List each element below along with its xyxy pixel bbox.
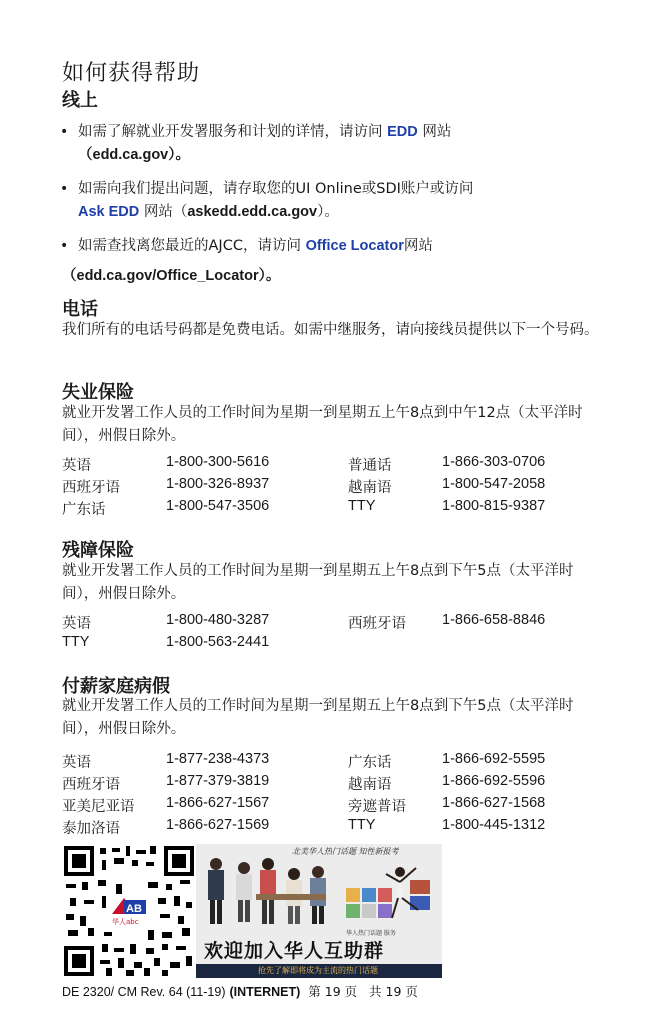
- banner-top-text: 北美华人热门话题 知性新报考: [292, 847, 399, 856]
- svg-text:华人abc: 华人abc: [112, 918, 139, 926]
- pfl-phone-table: [62, 751, 607, 839]
- di-hours: 就业开发署工作人员的工作时间为星期一到星期五上午8点到下午5点（太平洋时间），州假日除外。: [62, 563, 574, 602]
- ui-hours: 就业开发署工作人员的工作时间为星期一到星期五上午8点到中午12点（太平洋时间），州假日除外。: [62, 405, 583, 444]
- di-heading: 残障保险: [62, 540, 134, 561]
- phone-heading: 电话: [62, 299, 98, 320]
- bullet-dot: •: [60, 181, 69, 197]
- pfl-heading: 付薪家庭病假: [62, 676, 170, 697]
- phone-row: 英语 1-877-238-4373 广东话 1-866-692-5595: [62, 751, 546, 771]
- phone-row: 西班牙语 1-877-379-3819 越南语 1-866-692-5596: [62, 773, 546, 793]
- phone-row: 英语 1-800-300-5616 普通话 1-866-303-0706: [62, 454, 546, 474]
- bullet-ask-edd: • 如需向我们提出问题，请存取您的UI Online或SDI账户或访问 Ask EDD 网站（askedd.edd.ca.gov）。: [62, 178, 607, 224]
- di-phone-table: [62, 612, 607, 656]
- edd-url: （edd.ca.gov）。: [78, 147, 190, 163]
- bullet-edd: • 如需了解就业开发署服务和计划的详情，请访问 EDD 网站 （edd.ca.gov）。: [62, 121, 607, 167]
- phone-description: 我们所有的电话号码都是免费电话。如需中继服务，请向接线员提供以下一个号码。: [62, 322, 599, 338]
- internet-label: (INTERNET): [229, 985, 301, 999]
- phone-row: 亚美尼亚语 1-866-627-1567 旁遮普语 1-866-627-1568: [62, 795, 546, 815]
- banner-sub-text: 华人热门话题 服务: [346, 930, 396, 937]
- phone-row: 广东话 1-800-547-3506 TTY 1-800-815-9387: [62, 498, 546, 518]
- banner-welcome-text: 欢迎加入华人互助群: [204, 940, 385, 962]
- ask-edd-link[interactable]: Ask EDD: [78, 204, 140, 220]
- phone-row: TTY 1-800-563-2441: [62, 634, 270, 650]
- page-title: 如何获得帮助: [62, 61, 201, 86]
- bullet-dot: •: [60, 238, 69, 254]
- svg-text:AB: AB: [126, 903, 142, 915]
- page-total: 共 19 页: [369, 984, 418, 999]
- form-code: DE 2320/ CM Rev. 64 (11-19): [62, 985, 226, 999]
- phone-row: 英语 1-800-480-3287 西班牙语 1-866-658-8846: [62, 612, 546, 632]
- phone-row: 泰加洛语 1-866-627-1569 TTY 1-800-445-1312: [62, 817, 546, 837]
- online-heading: 线上: [62, 90, 98, 111]
- ui-phone-table: [62, 454, 607, 520]
- ui-heading: 失业保险: [62, 382, 134, 403]
- qr-code[interactable]: [62, 844, 196, 978]
- office-locator-link[interactable]: Office Locator: [305, 238, 404, 254]
- edd-link[interactable]: EDD: [387, 124, 418, 140]
- qr-code-graphic: [62, 844, 196, 978]
- phone-row: 西班牙语 1-800-326-8937 越南语 1-800-547-2058: [62, 476, 546, 496]
- page-footer: [62, 982, 418, 1000]
- pfl-hours: 就业开发署工作人员的工作时间为星期一到星期五上午8点到下午5点（太平洋时间），州假日除外。: [62, 698, 574, 737]
- ask-edd-url: askedd.edd.ca.gov: [187, 204, 318, 220]
- page-number: 第 19 页: [308, 984, 358, 999]
- wechat-group-banner[interactable]: [196, 844, 442, 978]
- banner-strip-text: 抢先了解即将成为主流的热门话题: [258, 966, 378, 975]
- bullet-dot: •: [60, 124, 69, 140]
- bullet-office-locator: • 如需查找离您最近的AJCC，请访问 Office Locator网站: [62, 235, 607, 258]
- office-locator-url: （edd.ca.gov/Office_Locator）。: [62, 268, 281, 284]
